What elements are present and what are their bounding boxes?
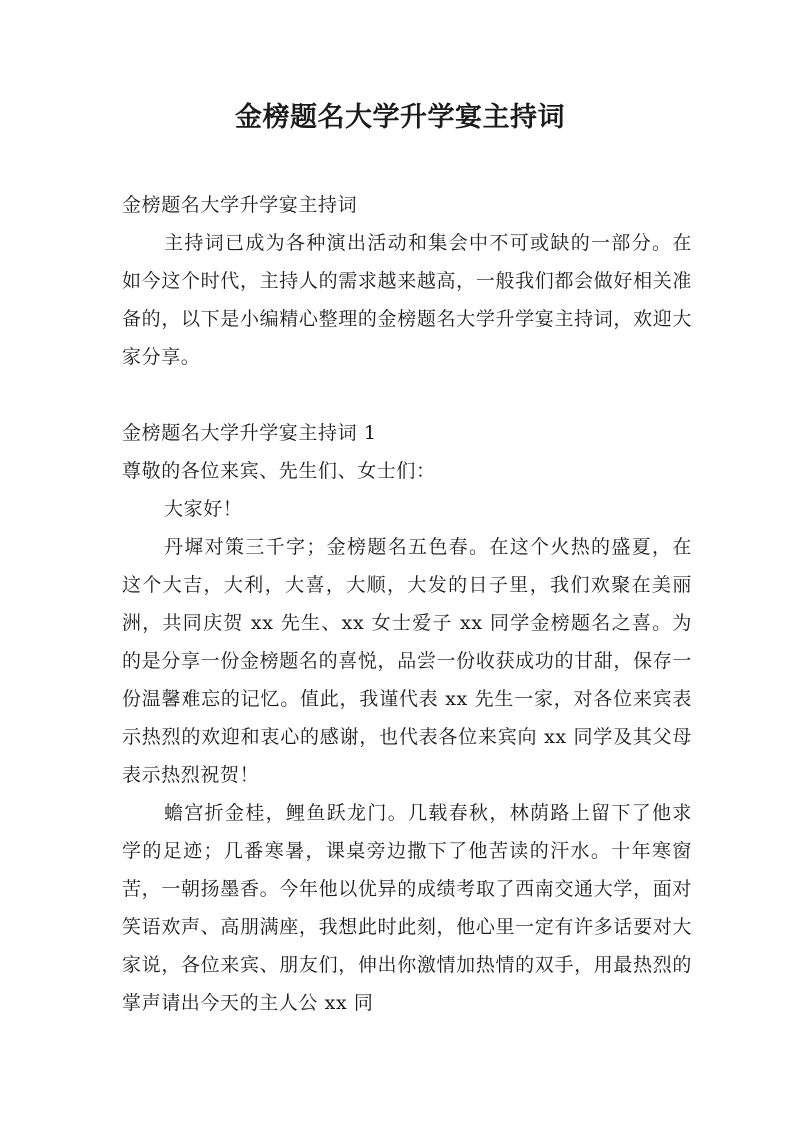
body-paragraph-1: 丹墀对策三千字；金榜题名五色春。在这个火热的盛夏，在这个大吉，大利，大喜，大顺，大发的日子里，我们欢聚在美丽洲，共同庆贺 xx 先生、xx 女士爱子 xx 同学金榜题名之喜。为的是分享一份金榜题名的喜悦，品尝一份收获成功的甘甜，保存一份温馨难忘的记忆。值此，我谨代表 xx 先生一家，对各位来宾表示热烈的欢迎和衷心的感谢，也代表各位来宾向 xx 同学及其父母表示热烈祝贺！ [122, 536, 692, 786]
body-paragraph-2: 蟾宫折金桂，鲤鱼跃龙门。几载春秋，林荫路上留下了他求学的足迹；几番寒暑，课桌旁边撒下了他苦读的汗水。十年寒窗苦，一朝扬墨香。今年他以优异的成绩考取了西南交通大学，面对笑语欢声、高朋满座，我想此时此刻，他心里一定有许多话要对大家说，各位来宾、朋友们，伸出你激情加热情的双手，用最热烈的掌声请出今天的主人公 xx 同 [122, 802, 692, 1014]
spacer [122, 376, 692, 414]
section-heading: 金榜题名大学升学宴主持词 1 [122, 422, 377, 444]
intro-paragraph: 主持词已成为各种演出活动和集会中不可或缺的一部分。在如今这个时代，主持人的需求越来越高，一般我们都会做好相关准备的，以下是小编精心整理的金榜题名大学升学宴主持词，欢迎大家分享。 [122, 232, 692, 368]
salutation: 尊敬的各位来宾、先生们、女士们： [122, 460, 436, 482]
document-title: 金榜题名大学升学宴主持词 [235, 102, 565, 133]
subtitle: 金榜题名大学升学宴主持词 [122, 194, 358, 216]
document-body [122, 186, 692, 1022]
greeting: 大家好！ [164, 498, 243, 520]
